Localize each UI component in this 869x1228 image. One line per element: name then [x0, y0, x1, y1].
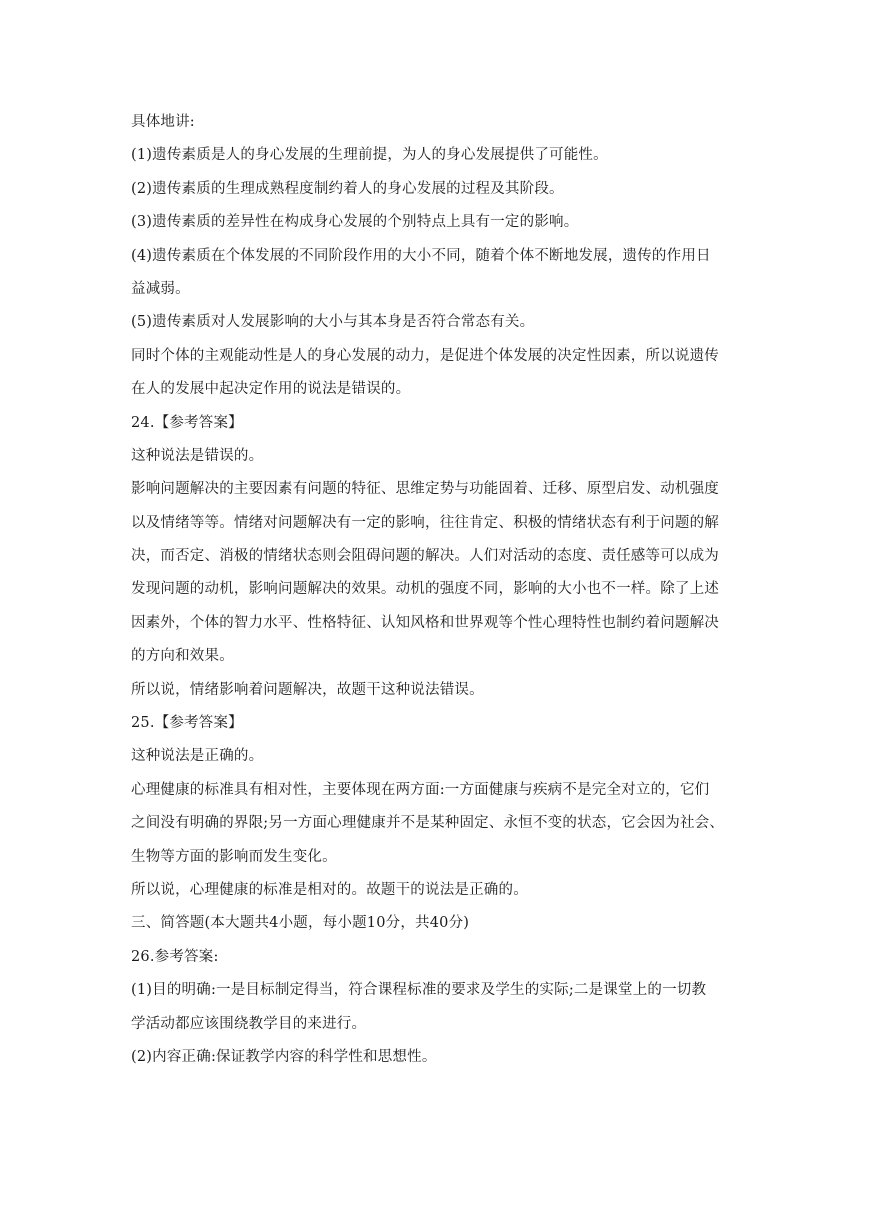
text-line: 发现问题的动机，影响问题解决的效果。动机的强度不同，影响的大小也不一样。除了上述 [131, 581, 719, 598]
text-line: 之间没有明确的界限;另一方面心理健康并不是某种固定、永恒不变的状态，它会因为社会、 [131, 815, 725, 832]
text-line: (3)遗传素质的差异性在构成身心发展的个别特点上具有一定的影响。 [131, 214, 579, 231]
text-line: (1)遗传素质是人的身心发展的生理前提，为人的身心发展提供了可能性。 [131, 147, 608, 164]
text-line: 心理健康的标准具有相对性，主要体现在两方面:一方面健康与疾病不是完全对立的，它们 [131, 781, 710, 798]
text-line: (2)遗传素质的生理成熟程度制约着人的身心发展的过程及其阶段。 [131, 180, 564, 197]
text-line: 同时个体的主观能动性是人的身心发展的动力，是促进个体发展的决定性因素，所以说遗传 [131, 347, 719, 364]
text-line: (1)目的明确:一是目标制定得当，符合课程标准的要求及学生的实际;二是课堂上的一切教 [131, 982, 707, 999]
text-line: (4)遗传素质在个体发展的不同阶段作用的大小不同，随着个体不断地发展，遗传的作用日 [131, 247, 711, 264]
section-heading: 26.参考答案: [131, 948, 219, 965]
text-line: 在人的发展中起决定作用的说法是错误的。 [131, 381, 411, 398]
text-line: 因素外，个体的智力水平、性格特征、认知风格和世界观等个性心理特性也制约着问题解决 [131, 614, 719, 631]
text-line: 学活动都应该围绕教学目的来进行。 [131, 1015, 367, 1032]
section-heading: 25.【参考答案】 [131, 715, 243, 732]
section-heading: 24.【参考答案】 [131, 414, 243, 431]
text-line: 决，而否定、消极的情绪状态则会阻碍问题的解决。人们对活动的态度、责任感等可以成为 [131, 548, 719, 565]
text-line: 所以说，情绪影响着问题解决，故题干这种说法错误。 [131, 681, 484, 698]
text-line: 这种说法是正确的。 [131, 748, 264, 765]
text-line: 影响问题解决的主要因素有问题的特征、思维定势与功能固着、迁移、原型启发、动机强度 [131, 481, 719, 498]
text-line: 的方向和效果。 [131, 648, 234, 665]
document-body [131, 108, 741, 1076]
text-line: 具体地讲: [131, 114, 195, 130]
text-line: 生物等方面的影响而发生变化。 [131, 848, 337, 865]
text-line: 所以说，心理健康的标准是相对的。故题干的说法是正确的。 [131, 881, 528, 898]
text-line: 这种说法是错误的。 [131, 447, 264, 464]
section-heading: 三、简答题(本大题共4小题，每小题10分，共40分) [131, 915, 470, 932]
text-line: 益减弱。 [131, 280, 190, 297]
text-line: (2)内容正确:保证教学内容的科学性和思想性。 [131, 1048, 437, 1065]
text-line: (5)遗传素质对人发展影响的大小与其本身是否符合常态有关。 [131, 314, 535, 331]
text-line: 以及情绪等等。情绪对问题解决有一定的影响，往往肯定、积极的情绪状态有利于问题的解 [131, 514, 719, 531]
